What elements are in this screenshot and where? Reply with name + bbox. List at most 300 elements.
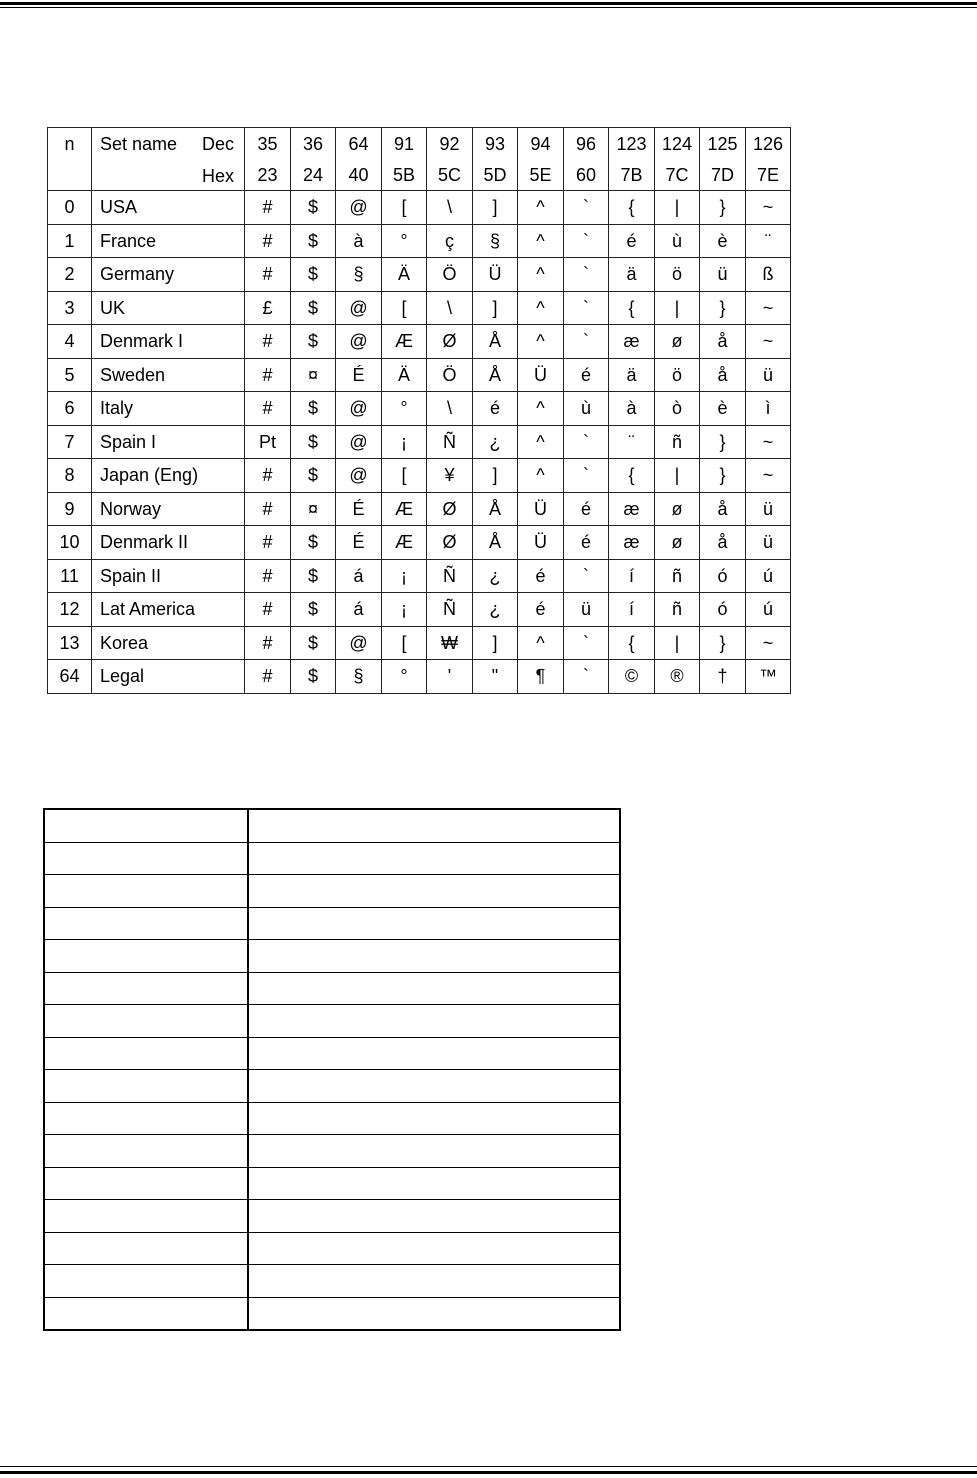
character-cell: ¡ [382,593,427,627]
character-cell: ~ [746,291,791,325]
table-row [48,526,791,560]
empty-row [44,1200,620,1233]
character-cell: [ [382,191,427,225]
character-cell: ® [655,660,700,694]
dec-label: Dec [201,134,234,154]
character-cell: $ [291,660,336,694]
character-cell: ù [564,392,609,426]
character-cell: ú [746,593,791,627]
character-cell: # [245,593,291,627]
dec-code-header: 92 [427,128,473,160]
character-cell: $ [291,191,336,225]
character-cell: ñ [655,425,700,459]
character-cell: é [518,593,564,627]
hex-code-header: 7D [700,159,746,191]
set-name: France [92,224,245,258]
table-row [48,492,791,526]
empty-cell [248,1297,620,1330]
character-cell: ø [655,325,700,359]
character-cell: ó [700,559,746,593]
character-cell: Ä [382,258,427,292]
character-cell: # [245,459,291,493]
character-cell: ß [746,258,791,292]
character-cell: á [336,593,382,627]
character-cell: ñ [655,559,700,593]
character-cell: Å [473,492,518,526]
character-cell: # [245,526,291,560]
set-number: 12 [48,593,92,627]
character-cell: ] [473,459,518,493]
hex-code-header: 24 [291,159,336,191]
n-header [48,128,92,191]
character-cell: § [336,660,382,694]
empty-cell [44,1070,248,1103]
character-cell: \ [427,191,473,225]
dec-code-header: 125 [700,128,746,160]
hex-code-header: 5E [518,159,564,191]
dec-code-header: 123 [609,128,655,160]
character-cell: | [655,191,700,225]
character-cell: ^ [518,291,564,325]
table-row [48,224,791,258]
character-cell: ₩ [427,626,473,660]
character-cell: ¿ [473,593,518,627]
character-cell: ` [564,291,609,325]
dec-code-header: 124 [655,128,700,160]
set-number: 0 [48,191,92,225]
character-cell: ä [609,358,655,392]
hex-code-header: 5B [382,159,427,191]
character-cell: ^ [518,325,564,359]
empty-cell [248,1232,620,1265]
character-cell: £ [245,291,291,325]
character-cell: Ñ [427,559,473,593]
character-cell: ñ [655,593,700,627]
set-name: Korea [92,626,245,660]
dec-code-header: 96 [564,128,609,160]
character-cell: ` [564,559,609,593]
character-cell: í [609,593,655,627]
character-cell: ^ [518,459,564,493]
character-cell: á [336,559,382,593]
empty-cell [44,1200,248,1233]
empty-row [44,1167,620,1200]
character-cell: | [655,626,700,660]
character-cell: ~ [746,626,791,660]
character-cell: Pt [245,425,291,459]
character-cell: $ [291,593,336,627]
empty-cell [248,1265,620,1298]
set-name: Spain II [92,559,245,593]
character-cell: Å [473,526,518,560]
set-name: UK [92,291,245,325]
set-number: 1 [48,224,92,258]
empty-row [44,972,620,1005]
character-cell: ¤ [291,492,336,526]
set-name: Denmark II [92,526,245,560]
hex-code-header: 40 [336,159,382,191]
character-cell: ^ [518,191,564,225]
character-cell: $ [291,224,336,258]
empty-cell [44,1135,248,1168]
character-cell: ¿ [473,425,518,459]
set-name: Italy [92,392,245,426]
empty-row [44,1135,620,1168]
dec-code-header: 93 [473,128,518,160]
hex-code-header: 7B [609,159,655,191]
empty-cell [44,809,248,842]
set-number: 11 [48,559,92,593]
hex-code-header: 5D [473,159,518,191]
character-cell: ^ [518,224,564,258]
character-cell: [ [382,459,427,493]
empty-row [44,907,620,940]
character-cell: \ [427,392,473,426]
empty-cell [44,940,248,973]
character-cell: Ö [427,358,473,392]
character-cell: } [700,425,746,459]
dec-code-header: 94 [518,128,564,160]
character-cell: ] [473,191,518,225]
table-row [48,425,791,459]
character-cell: ° [382,224,427,258]
character-cell: Æ [382,325,427,359]
set-number: 9 [48,492,92,526]
character-cell: ó [700,593,746,627]
empty-cell [248,1167,620,1200]
empty-cell [248,809,620,842]
character-cell: $ [291,626,336,660]
empty-cell [248,1135,620,1168]
character-cell: § [336,258,382,292]
empty-cell [248,907,620,940]
empty-row [44,1232,620,1265]
hex-code-header: 60 [564,159,609,191]
empty-cell [44,907,248,940]
bottom-rule-thin [0,1466,977,1467]
character-cell: é [564,526,609,560]
set-number: 8 [48,459,92,493]
table-row [48,559,791,593]
character-cell: ™ [746,660,791,694]
character-cell: ^ [518,626,564,660]
character-cell: è [700,224,746,258]
character-cell: Ü [518,492,564,526]
character-cell: @ [336,291,382,325]
set-number: 7 [48,425,92,459]
dec-code-header: 36 [291,128,336,160]
table-row [48,660,791,694]
character-cell: è [700,392,746,426]
character-cell: ` [564,459,609,493]
character-cell: ö [655,258,700,292]
character-cell: # [245,559,291,593]
character-cell: $ [291,291,336,325]
top-rule-thin [0,7,977,8]
character-cell: ö [655,358,700,392]
set-number: 13 [48,626,92,660]
hex-label: Hex [201,166,234,186]
character-cell: { [609,191,655,225]
character-cell: ¶ [518,660,564,694]
character-cell: Ñ [427,593,473,627]
empty-two-column-table [43,808,621,1331]
empty-cell [248,940,620,973]
set-name-header [92,128,245,191]
empty-cell [248,1102,620,1135]
character-cell: $ [291,258,336,292]
character-cell: @ [336,392,382,426]
table-row [48,291,791,325]
character-cell: ø [655,526,700,560]
set-number: 4 [48,325,92,359]
empty-row [44,1297,620,1330]
set-name: Lat America [92,593,245,627]
empty-cell [248,842,620,875]
set-name: Germany [92,258,245,292]
empty-row [44,809,620,842]
hex-code-header: 7E [746,159,791,191]
empty-cell [44,1297,248,1330]
character-cell: [ [382,291,427,325]
empty-cell [44,1167,248,1200]
set-number: 3 [48,291,92,325]
character-cell: Æ [382,526,427,560]
character-cell: ~ [746,325,791,359]
character-cell: { [609,291,655,325]
character-cell: ^ [518,258,564,292]
character-cell: æ [609,492,655,526]
set-number: 2 [48,258,92,292]
empty-cell [44,1005,248,1038]
character-cell: å [700,325,746,359]
set-name: Legal [92,660,245,694]
character-cell: Ö [427,258,473,292]
character-cell: Å [473,358,518,392]
character-cell: Ü [473,258,518,292]
character-cell: ` [564,626,609,660]
table-row [48,258,791,292]
empty-row [44,875,620,908]
set-number: 64 [48,660,92,694]
character-cell: ¨ [746,224,791,258]
character-cell: ¤ [291,358,336,392]
table-row [48,593,791,627]
character-cell: å [700,358,746,392]
character-cell: ' [427,660,473,694]
character-cell: É [336,492,382,526]
character-cell: í [609,559,655,593]
character-cell: ü [746,492,791,526]
character-cell: ~ [746,425,791,459]
character-cell: | [655,291,700,325]
character-cell: ^ [518,392,564,426]
character-cell: à [609,392,655,426]
character-cell: ` [564,325,609,359]
character-cell: ú [746,559,791,593]
empty-row [44,1070,620,1103]
bottom-rule [0,1471,977,1474]
set-name: Sweden [92,358,245,392]
empty-cell [248,1005,620,1038]
set-name: Norway [92,492,245,526]
character-cell: É [336,358,382,392]
empty-cell [248,972,620,1005]
character-cell: Æ [382,492,427,526]
character-cell: ¥ [427,459,473,493]
character-cell: æ [609,526,655,560]
character-cell: # [245,191,291,225]
hex-code-header: 23 [245,159,291,191]
character-cell: ] [473,626,518,660]
empty-cell [44,1265,248,1298]
set-name: USA [92,191,245,225]
character-cell: # [245,325,291,359]
character-cell: ø [655,492,700,526]
character-cell: ~ [746,459,791,493]
empty-cell [248,1070,620,1103]
hex-code-header: 7C [655,159,700,191]
character-cell: # [245,358,291,392]
character-cell: } [700,626,746,660]
empty-cell [44,1037,248,1070]
character-cell: ` [564,258,609,292]
dec-code-header: 91 [382,128,427,160]
character-cell: Ü [518,526,564,560]
character-cell: é [564,358,609,392]
empty-row [44,1102,620,1135]
character-cell: Ä [382,358,427,392]
character-cell: ò [655,392,700,426]
character-cell: à [336,224,382,258]
table-row [48,392,791,426]
character-cell: é [609,224,655,258]
character-cell: ` [564,224,609,258]
set-number: 10 [48,526,92,560]
hex-code-header: 5C [427,159,473,191]
table-row [48,626,791,660]
character-cell: ^ [518,425,564,459]
character-cell: ì [746,392,791,426]
empty-row [44,1005,620,1038]
set-name-label: Set name [100,134,178,154]
character-cell: # [245,492,291,526]
character-cell: { [609,459,655,493]
character-cell: å [700,526,746,560]
character-cell: @ [336,459,382,493]
dec-code-header: 35 [245,128,291,160]
empty-cell [248,1200,620,1233]
character-cell: † [700,660,746,694]
set-number: 5 [48,358,92,392]
character-cell: } [700,291,746,325]
character-cell: ü [700,258,746,292]
character-cell: é [518,559,564,593]
character-cell: $ [291,392,336,426]
character-cell: ¿ [473,559,518,593]
set-name: Denmark I [92,325,245,359]
character-cell: $ [291,559,336,593]
dec-code-header: 126 [746,128,791,160]
character-cell: ä [609,258,655,292]
character-cell: ` [564,425,609,459]
empty-row [44,842,620,875]
character-cell: $ [291,425,336,459]
character-cell: Ø [427,325,473,359]
character-cell: $ [291,325,336,359]
character-cell: Ø [427,526,473,560]
character-cell: # [245,660,291,694]
character-cell: Å [473,325,518,359]
character-cell: @ [336,325,382,359]
character-cell: ç [427,224,473,258]
character-cell: @ [336,425,382,459]
empty-cell [248,875,620,908]
set-name: Spain I [92,425,245,459]
character-cell: " [473,660,518,694]
empty-row [44,1265,620,1298]
character-cell: § [473,224,518,258]
character-cell: É [336,526,382,560]
character-cell: ü [746,358,791,392]
character-cell: { [609,626,655,660]
character-cell: é [473,392,518,426]
character-cell: } [700,191,746,225]
character-cell: | [655,459,700,493]
character-cell: å [700,492,746,526]
character-cell: ° [382,660,427,694]
empty-cell [44,972,248,1005]
empty-row [44,940,620,973]
top-rule [0,2,977,5]
character-cell: ° [382,392,427,426]
character-cell: Ñ [427,425,473,459]
empty-cell [44,1232,248,1265]
character-cell: # [245,392,291,426]
character-cell: © [609,660,655,694]
n-header-label: n [64,134,75,154]
character-cell: } [700,459,746,493]
character-cell: ` [564,660,609,694]
character-cell: æ [609,325,655,359]
empty-cell [44,1102,248,1135]
empty-cell [44,842,248,875]
character-cell: ] [473,291,518,325]
character-cell: [ [382,626,427,660]
international-character-set-table [47,127,791,694]
character-cell: \ [427,291,473,325]
character-cell: ü [564,593,609,627]
character-cell: é [564,492,609,526]
character-cell: @ [336,626,382,660]
character-cell: # [245,626,291,660]
character-cell: ¡ [382,425,427,459]
table-row [48,358,791,392]
set-number: 6 [48,392,92,426]
character-cell: ¨ [609,425,655,459]
character-cell: # [245,258,291,292]
character-cell: ~ [746,191,791,225]
character-cell: $ [291,526,336,560]
empty-cell [44,875,248,908]
character-cell: $ [291,459,336,493]
character-cell: Ø [427,492,473,526]
character-cell: # [245,224,291,258]
character-cell: ü [746,526,791,560]
table-row [48,191,791,225]
empty-cell [248,1037,620,1070]
dec-code-header: 64 [336,128,382,160]
